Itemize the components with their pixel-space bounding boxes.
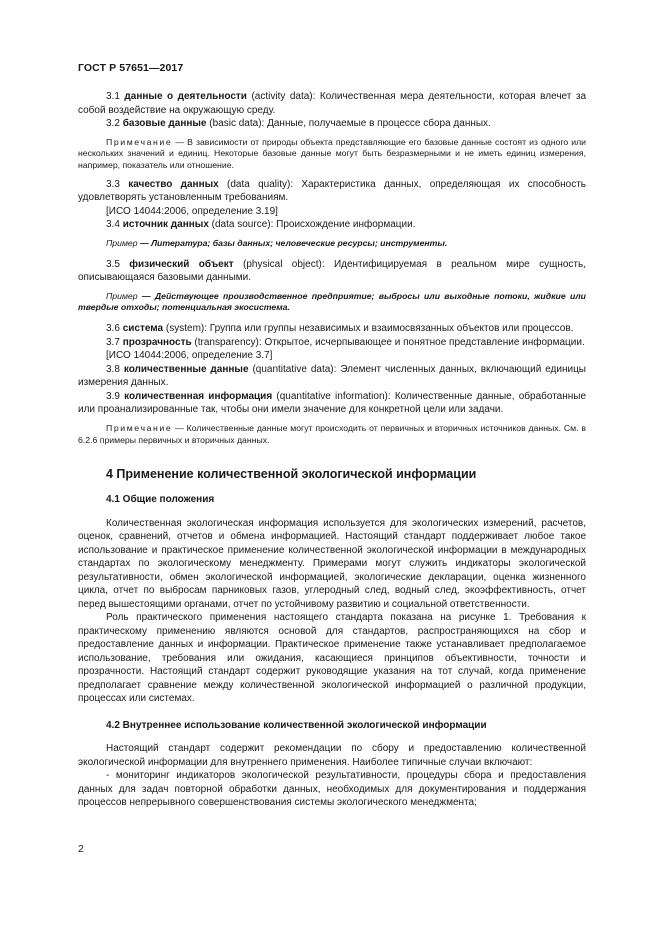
definition-3-6: 3.6 система (system): Группа или группы независимых и взаимосвязанных объектов или процессов. — [106, 323, 574, 335]
reference-2: [ИСО 14044:2006, определение 3.7] — [106, 350, 273, 362]
term: физический объект — [129, 258, 234, 270]
subsection-4-2-title: 4.2 Внутреннее использование количественной экологической информации — [106, 719, 487, 731]
term: прозрачность — [122, 336, 192, 348]
example-1: Пример — Литература; базы данных; человеческие ресурсы; инструменты. — [106, 237, 448, 248]
term: количественные данные — [123, 363, 249, 375]
term: качество данных — [128, 178, 219, 190]
page-number: 2 — [78, 843, 84, 855]
standard-header: ГОСТ Р 57651—2017 — [78, 62, 184, 74]
term: источник данных — [122, 219, 209, 231]
definition-3-5: 3.5 физический объект (physical object): Идентифицируемая в реальном мире сущность, описывающаяся базовыми данными. — [78, 258, 586, 284]
list-item: - мониторинг индикаторов экологической результативности, процедуры сбора и предоставления данных для задач повторной обработки данных, необходимых для документирования и поддержания процессов непрерывного совершенствования системы экологического менеджмента; — [78, 770, 586, 809]
term: система — [122, 323, 164, 335]
page-content — [78, 90, 586, 810]
definition-3-1: 3.1 данные о деятельности (activity data): Количественная мера деятельности, которая влечет за собой воздействие на окружающую среду. — [78, 91, 587, 116]
subsection-4-1-title: 4.1 Общие положения — [106, 494, 215, 506]
note-1: Примечание — В зависимости от природы объекта представляющие его базовые данные состоят из одного или нескольких значений и единиц. Некоторые базовые данные могут быть безразмерными и не иметь единиц измерения, например, показатель или отношение. — [78, 136, 586, 171]
definition-3-3: 3.3 качество данных (data quality): Характеристика данных, определяющая их способность удовлетворять установленным требованиям. — [78, 178, 586, 204]
term: количественная информация — [124, 390, 273, 402]
term: базовые данные — [122, 118, 207, 129]
definition-3-2: 3.2 базовые данные (basic data): Данные, получаемые в процессе сбора данных. — [106, 118, 491, 129]
definition-3-9: 3.9 количественная информация (quantitative information): Количественные данные, обработанные или проанализированные так, чтобы они имели значение для конкретной цели или задачи. — [78, 390, 587, 416]
note-label: Примечание — [106, 136, 173, 147]
example-2: Пример — Действующее производственное предприятие; выбросы или выходные потоки, жидкие или твердые отходы; потенциальная экосистема. — [78, 290, 586, 313]
paragraph: Роль практического применения настоящего стандарта показана на рисунке 1. Требования к практическому применению являются основой для стандартов, распространяющихся на сбор и предоставление данных и информации. Практическое применение также устанавливает предполагаемое использование, требования или ожидания, касающиеся принципов объективности, точности и прозрачности. Настоящий стандарт содержит руководящие указания на тот случай, когда применение предполагает сравнение между количественной экологической информацией о различной продукции, процессах или системах. — [78, 612, 586, 705]
definition-3-4: 3.4 источник данных (data source): Происхождение информации. — [106, 219, 416, 231]
term: данные о деятельности — [124, 91, 247, 102]
reference-1: [ИСО 14044:2006, определение 3.19] — [106, 205, 278, 217]
note-2: Примечание — Количественные данные могут происходить от первичных и вторичных источников данных. См. в 6.2.6 примеры первичных и вторичных данных. — [78, 422, 586, 445]
paragraph: Настоящий стандарт содержит рекомендации по сбору и предоставлению количественной экологической информации для внутреннего применения. Наиболее типичные случаи включают: — [78, 743, 586, 768]
section-4-title: 4 Применение количественной экологической информации — [106, 467, 477, 482]
definition-3-7: 3.7 прозрачность (transparency): Открытое, исчерпывающее и понятное представление информации. — [106, 336, 585, 348]
definition-3-8: 3.8 количественные данные (quantitative data): Элемент численных данных, включающий единицы измерения данных. — [78, 363, 586, 389]
paragraph: Количественная экологическая информация используется для экологических измерений, расчетов, оценок, сравнений, отчетов и обмена информацией. Настоящий стандарт поддерживает любое такое использование и практическое применение количественной экологической информации в международных стандартах по экологическому менеджменту. Примерами могут служить индикаторы экологической результативности, обмен экологической информацией, экологические декларации, оценка жизненного цикла, отчет по выбросам парниковых газов, углеродный след, водный след, экоэффективность, отчет перед вышестоящими органами, отчет по устойчивому развитию и социальной ответственности. — [78, 517, 586, 610]
note-label: Примечание — [106, 422, 173, 433]
